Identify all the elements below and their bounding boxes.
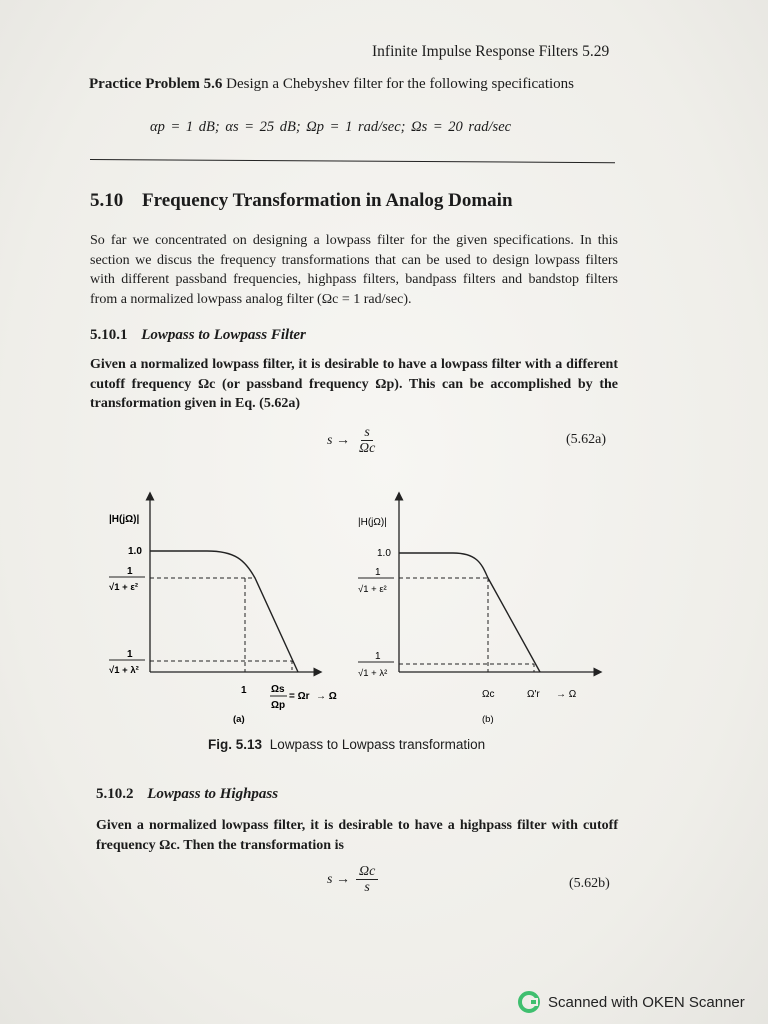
practice-problem-text: Design a Chebyshev filter for the following specifications: [226, 76, 574, 92]
equation-fraction: [356, 864, 378, 895]
graph-b-response-curve: [399, 553, 540, 672]
section-number: 5.10: [90, 190, 124, 211]
oken-logo-bar: [531, 1000, 536, 1004]
graph-b: [358, 496, 598, 725]
equation-numerator: s: [361, 425, 372, 441]
graph-a-response-curve: [150, 551, 298, 672]
subsection-number: 5.10.2: [96, 786, 134, 802]
figure-caption: [208, 737, 485, 752]
practice-specs: αp = 1 dB; αs = 25 dB; Ωp = 1 rad/sec; Ωs = 20 rad/sec: [150, 119, 512, 135]
graph-a-x-ratio-den: Ωp: [271, 700, 286, 711]
section-intro: So far we concentrated on designing a lowpass filter for the given specifications. In this section we discus the frequency transformations that can be used to design lowpass filters with different passband frequencies, highpass filters, bandpass filters and bandstop filters from a normalized lowpass analog filter (Ωc = 1 rad/sec).: [90, 233, 618, 307]
graph-b-x-c: Ωc: [482, 689, 495, 700]
graph-a-y-one: 1.0: [128, 546, 142, 557]
graph-a-x-eq: = Ωr: [289, 691, 310, 702]
subsection-number: 5.10.1: [90, 327, 128, 343]
graph-b-y-label: |H(jΩ)|: [358, 517, 387, 528]
graph-a-x-ratio-num: Ωs: [271, 684, 285, 695]
oken-scanner-logo-icon: [518, 991, 540, 1013]
section-title: Frequency Transformation in Analog Domain: [142, 190, 513, 211]
graph-a-x-arrow: → Ω: [316, 691, 337, 702]
scanner-text: Scanned with OKEN Scanner: [548, 993, 745, 1011]
scanner-watermark: [518, 991, 745, 1013]
equation-lhs: s →: [327, 871, 350, 887]
graph-b-y-one: 1.0: [377, 548, 391, 559]
equation-numerator: Ωc: [356, 864, 378, 880]
graph-a-frac1-den: √1 + ε²: [109, 582, 138, 593]
practice-problem-label: Practice Problem 5.6: [89, 76, 223, 92]
graph-a-sublabel: (a): [233, 714, 245, 725]
graph-a-x-one: 1: [241, 685, 247, 696]
graph-a: [109, 496, 337, 725]
graph-a-y-label: |H(jΩ)|: [109, 514, 140, 525]
subsection-title: Lowpass to Highpass: [147, 786, 279, 802]
equation-denominator: Ωc: [358, 441, 376, 456]
running-header: Infinite Impulse Response Filters 5.29: [372, 43, 610, 60]
graph-a-frac2-num: 1: [127, 649, 133, 660]
equation-denominator: s: [364, 880, 370, 895]
subsection-1-text: Given a normalized lowpass filter, it is desirable to have a lowpass filter with a different cutoff frequency Ωc (or passband frequency Ωp). This can be accomplished by the transformation given in Eq. (5.62a): [90, 357, 618, 411]
subsection-2-text: Given a normalized lowpass filter, it is desirable to have a highpass filter with cutoff frequency Ωc. Then the transformation is: [96, 818, 618, 853]
graph-b-sublabel: (b): [482, 714, 494, 725]
figure-caption-number: Fig. 5.13: [208, 737, 263, 752]
graph-b-frac2-den: √1 + λ²: [358, 668, 388, 679]
graph-b-frac1-num: 1: [375, 567, 381, 578]
equation-lhs: s →: [327, 432, 350, 448]
equation-5-62b: [327, 864, 378, 895]
graph-b-frac1-den: √1 + ε²: [358, 584, 387, 595]
graph-b-frac2-num: 1: [375, 651, 381, 662]
equation-label: (5.62a): [566, 432, 607, 447]
graph-b-x-arrow: → Ω: [556, 689, 577, 700]
subsection-heading-2: [96, 786, 278, 803]
equation-label: (5.62b): [569, 876, 610, 891]
graph-a-frac2-den: √1 + λ²: [109, 665, 139, 676]
figure-caption-text: Lowpass to Lowpass transformation: [269, 737, 486, 752]
graph-b-x-r: Ω'r: [527, 689, 540, 700]
subsection-title: Lowpass to Lowpass Filter: [141, 327, 306, 343]
graph-a-frac1-num: 1: [127, 566, 133, 577]
